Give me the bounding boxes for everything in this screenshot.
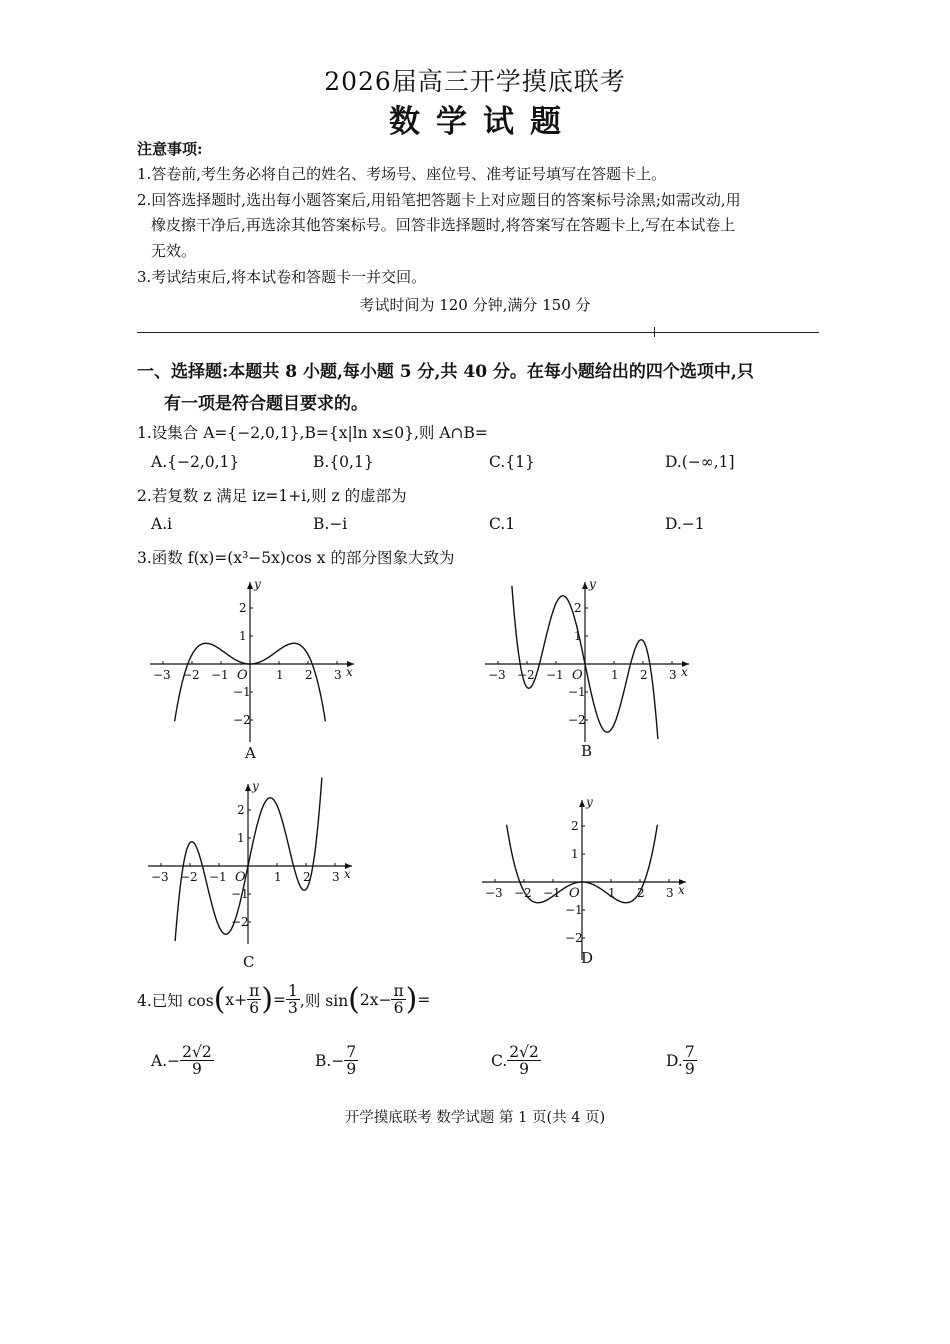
q4-prefix: 4.已知 cos: [137, 991, 214, 1010]
q4-pi-over-6: [247, 983, 261, 1016]
x-tick-label: 2: [305, 668, 313, 682]
q4-two-x-minus: 2x−: [359, 990, 392, 1009]
x-tick-label: −3: [151, 870, 169, 884]
q4-option-c-den: 9: [519, 1060, 529, 1078]
q4-option-b-fraction: [344, 1044, 358, 1077]
q4-option-d-num: 7: [684, 1043, 695, 1061]
y-axis-arrow: [582, 582, 588, 589]
y-axis-label: y: [252, 779, 259, 793]
y-tick-label: −2: [233, 713, 251, 727]
x-tick-label: 1: [274, 870, 282, 884]
q4-pi: π: [249, 982, 260, 1000]
graph-d-caption: D: [581, 949, 594, 967]
y-tick-label: −1: [568, 685, 586, 699]
y-tick-label: 1: [571, 847, 579, 861]
origin-label: O: [235, 870, 246, 885]
x-tick-label: −3: [153, 668, 171, 682]
x-tick-label: 3: [666, 886, 674, 900]
graph-d: [482, 795, 686, 960]
x-tick-label: −3: [485, 886, 503, 900]
q4-then: ,则 sin: [299, 991, 349, 1010]
y-axis-label: y: [586, 795, 593, 809]
q4-option-d-label: D.: [666, 1051, 683, 1070]
note-1: 1.答卷前,考生务必将自己的姓名、考场号、座位号、准考证号填写在答题卡上。: [137, 165, 667, 183]
q4-option-c-label: C.: [491, 1051, 508, 1070]
q4-pi-b: π: [393, 982, 404, 1000]
x-tick-label: 3: [334, 668, 342, 682]
x-tick-label: −2: [517, 668, 535, 682]
x-tick-label: −2: [180, 870, 198, 884]
x-tick-label: 1: [276, 668, 284, 682]
y-axis-arrow: [247, 582, 253, 589]
q4-paren-open-2: (: [348, 982, 360, 1017]
y-tick-label: −1: [233, 685, 251, 699]
x-tick-label: 2: [637, 886, 645, 900]
origin-label: O: [569, 886, 580, 901]
graph-c-caption: C: [243, 953, 255, 971]
y-tick-label: −1: [565, 903, 583, 917]
x-axis-label: x: [346, 665, 353, 679]
q4-option-d-fraction: [683, 1044, 697, 1077]
y-axis-arrow: [245, 784, 251, 791]
x-axis-label: x: [344, 867, 351, 881]
note-3: 3.考试结束后,将本试卷和答题卡一并交回。: [137, 268, 427, 286]
q4-option-b-label: B.−: [315, 1051, 345, 1070]
q4-six-b: 6: [393, 999, 404, 1017]
q4-option-c-num: 2√2: [509, 1043, 539, 1061]
q4-paren-close: ): [261, 982, 274, 1017]
note-2-line-2: 橡皮擦干净后,再选涂其他答案标号。回答非选择题时,将答案写在答题卡上,写在本试卷上: [151, 216, 736, 234]
question-2-stem: 2.若复数 z 满足 iz=1+i,则 z 的虚部为: [137, 487, 407, 505]
y-axis-arrow: [579, 800, 585, 807]
notes-heading: 注意事项:: [137, 140, 203, 158]
q4-end-eq: =: [417, 990, 431, 1009]
q2-option-a: A.i: [151, 515, 173, 533]
q4-option-d: [666, 1044, 697, 1077]
y-axis-label: y: [254, 577, 261, 591]
q4-paren-close-2: ): [405, 982, 418, 1017]
q4-x-plus: x+: [225, 990, 248, 1009]
note-2-line-3: 无效。: [151, 242, 197, 260]
y-tick-label: −2: [231, 915, 249, 929]
q1-option-c: C.{1}: [489, 453, 535, 471]
x-tick-label: 3: [669, 668, 677, 682]
x-tick-label: −3: [488, 668, 506, 682]
exam-title: 2026届高三开学摸底联考: [324, 67, 626, 96]
graph-a-caption: A: [245, 744, 256, 762]
y-tick-label: 1: [574, 629, 582, 643]
x-tick-label: −1: [209, 870, 227, 884]
q4-six: 6: [249, 999, 260, 1017]
q2-option-c: C.1: [489, 515, 516, 533]
y-tick-label: 2: [237, 803, 245, 817]
exam-time-info: 考试时间为 120 分钟,满分 150 分: [359, 296, 591, 314]
q4-option-b: [315, 1044, 358, 1077]
q4-three: 3: [288, 999, 298, 1017]
x-tick-label: 2: [640, 668, 648, 682]
subject-title: 数学试题: [389, 104, 577, 140]
x-axis-label: x: [681, 665, 688, 679]
q4-option-a-fraction: [180, 1044, 214, 1077]
q4-eq: =: [273, 990, 287, 1009]
q4-option-a-num: 2√2: [182, 1043, 212, 1061]
q4-option-b-num: 7: [346, 1043, 357, 1061]
origin-label: O: [572, 668, 583, 683]
y-axis-label: y: [589, 577, 596, 591]
q2-option-b: B.−i: [313, 515, 348, 533]
q1-option-b: B.{0,1}: [313, 453, 374, 471]
x-tick-label: −1: [543, 886, 561, 900]
x-tick-label: −2: [182, 668, 200, 682]
y-tick-label: 1: [239, 629, 247, 643]
page-footer: 开学摸底联考 数学试题 第 1 页(共 4 页): [344, 1110, 606, 1126]
q4-option-d-den: 9: [684, 1060, 695, 1078]
x-tick-label: −2: [514, 886, 532, 900]
y-tick-label: −1: [231, 887, 249, 901]
x-tick-label: −1: [211, 668, 229, 682]
question-4-stem: [137, 982, 430, 1017]
q1-option-d: D.(−∞,1]: [665, 453, 735, 471]
x-tick-label: 1: [608, 886, 616, 900]
q4-one-third: [286, 983, 300, 1016]
section-1-heading-line-1: 一、选择题:本题共 8 小题,每小题 5 分,共 40 分。在每小题给出的四个选项中,只: [137, 362, 754, 382]
x-tick-label: −1: [546, 668, 564, 682]
x-tick-label: 2: [303, 870, 311, 884]
q4-option-a: [151, 1044, 214, 1077]
q4-option-c-fraction: [507, 1044, 541, 1077]
y-tick-label: 2: [571, 819, 579, 833]
y-tick-label: 1: [237, 831, 245, 845]
question-3-stem: 3.函数 f(x)=(x³−5x)cos x 的部分图象大致为: [137, 549, 455, 567]
q4-option-c: [491, 1044, 541, 1077]
q4-paren-open: (: [213, 982, 226, 1017]
x-tick-label: 3: [332, 870, 340, 884]
y-tick-label: 2: [239, 601, 247, 615]
graph-a: [150, 577, 354, 742]
y-tick-label: 2: [574, 601, 582, 615]
x-tick-label: 1: [611, 668, 619, 682]
q4-option-a-den: 9: [191, 1060, 202, 1078]
q4-pi-over-6-b: [391, 983, 405, 1016]
x-axis-label: x: [678, 883, 685, 897]
question-1-stem: 1.设集合 A={−2,0,1},B={x|ln x≤0},则 A∩B=: [137, 424, 488, 442]
note-2-line-1: 2.回答选择题时,选出每小题答案后,用铅笔把答题卡上对应题目的答案标号涂黑;如需改动,用: [137, 191, 741, 209]
q4-one: 1: [288, 982, 298, 1000]
q2-option-d: D.−1: [665, 515, 705, 533]
y-tick-label: −2: [565, 931, 583, 945]
q1-option-a: A.{−2,0,1}: [151, 453, 240, 471]
graph-c: [148, 778, 352, 944]
q4-option-b-den: 9: [346, 1060, 357, 1078]
section-1-heading-line-2: 有一项是符合题目要求的。: [164, 394, 368, 414]
graph-b: [485, 577, 689, 742]
q4-option-a-label: A.−: [151, 1051, 181, 1070]
origin-label: O: [237, 668, 248, 683]
y-tick-label: −2: [568, 713, 586, 727]
graph-b-caption: B: [581, 742, 593, 760]
